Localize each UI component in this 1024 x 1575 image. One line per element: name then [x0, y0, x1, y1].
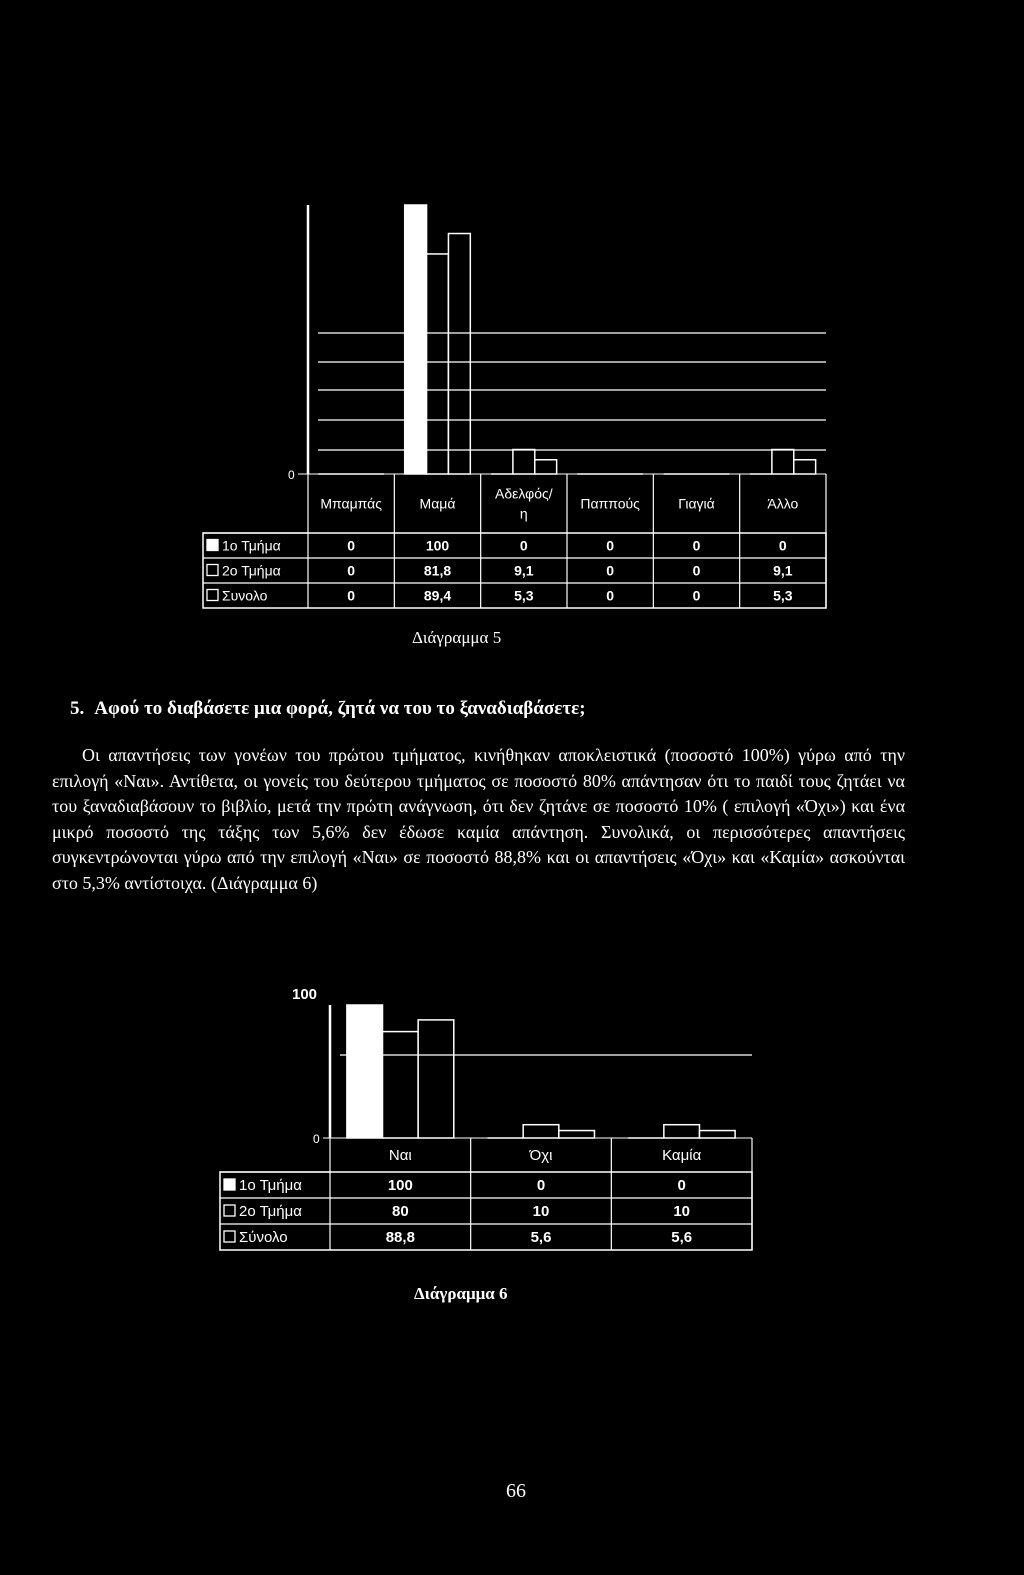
cell-1-2: 100	[425, 537, 450, 554]
cell-3-3: 5,3	[514, 587, 534, 604]
cell-3-2: 5,6	[530, 1229, 552, 1246]
paragraph-text: Οι απαντήσεις των γονέων του πρώτου τμήματος, κινήθηκαν αποκλειστικά (ποσοστό 100%) γύρω από την επιλογή «Ναι». Αντίθετα, οι γονείς του δεύτερου τμήματος σε ποσοστό 80% απάντησαν ότι το παιδί τους ζητάει να του ξαναδιαβάσουν το βιβλίο, μετά την πρώτη ανάγνωση, ότι δεν ζητάνε σε ποσοστό 10% ( επιλογή «Όχι») και ένα μικρό ποσοστό της τάξης των 5,6% δεν έδωσε καμία απάντηση. Συνολικά, οι περισσότερες απαντήσεις συγκεντρώνονται γύρω από την επιλογή «Ναι» σε ποσοστό 88,8% και οι απαντήσεις «Όχι» και «Καμία» ασκούνται στο 5,3% αντίστοιχα. (Διάγραμμα 6)	[52, 745, 905, 893]
bar-3-2	[559, 1131, 595, 1138]
series-label-3: Σύνολο	[239, 1229, 288, 1246]
category-label-6: Άλλο	[767, 495, 799, 512]
diagram-6-caption: Διάγραμμα 6	[414, 1284, 508, 1303]
series-label-2: 2ο Τμήμα	[222, 562, 281, 579]
cell-1-2: 0	[536, 1177, 546, 1194]
cell-2-1: 0	[347, 562, 356, 579]
bar-2-1	[383, 1032, 419, 1138]
cell-3-2: 89,4	[423, 587, 452, 604]
bar-3-3	[699, 1131, 735, 1138]
cell-2-6: 9,1	[773, 562, 793, 579]
category-label-1: Ναι	[388, 1147, 412, 1164]
cell-3-5: 0	[692, 587, 701, 604]
bar-2-3	[664, 1125, 700, 1138]
category-label-2: Μαμά	[419, 495, 456, 512]
cell-3-1: 0	[347, 587, 356, 604]
cell-2-3: 10	[673, 1203, 691, 1220]
cell-3-1: 88,8	[385, 1229, 415, 1246]
category-label-1: Μπαμπάς	[320, 495, 382, 512]
cell-2-1: 80	[391, 1203, 409, 1220]
y-axis-top-label: 100	[292, 986, 318, 1003]
series-label-3: Συνολο	[222, 587, 268, 604]
page-number: 66	[506, 1480, 526, 1502]
y-axis-tick-0: 0	[288, 468, 295, 482]
category-label-2: Όχι	[529, 1147, 553, 1164]
cell-3-4: 0	[606, 587, 615, 604]
series-label-1: 1ο Τμήμα	[222, 537, 281, 554]
category-label-5: Γιαγιά	[678, 495, 715, 512]
question-heading	[70, 698, 586, 720]
question-number: 5.	[70, 698, 85, 719]
question-text: Αφού το διαβάσετε μια φορά, ζητά να του το ξαναδιαβάσετε;	[94, 698, 586, 719]
cell-2-2: 10	[532, 1203, 550, 1220]
cell-2-4: 0	[606, 562, 615, 579]
bar-3-1	[418, 1020, 454, 1138]
series-label-1: 1ο Τμήμα	[239, 1177, 302, 1194]
cell-3-6: 5,3	[773, 587, 793, 604]
diagram-5-caption-text: Διάγραμμα 5	[412, 628, 502, 647]
cell-1-1: 100	[387, 1177, 413, 1194]
legend-marker-2	[224, 1205, 235, 1216]
cell-1-5: 0	[692, 537, 701, 554]
legend-marker-1	[224, 1179, 235, 1190]
category-label-4: Παππούς	[580, 495, 640, 512]
category-label-3-line-1: Αδελφός/	[495, 485, 553, 502]
cell-1-4: 0	[606, 537, 615, 554]
cell-1-1: 0	[347, 537, 356, 554]
category-label-3: Καμία	[662, 1147, 702, 1164]
cell-2-3: 9,1	[514, 562, 534, 579]
cell-1-3: 0	[519, 537, 528, 554]
legend-marker-3	[224, 1231, 235, 1242]
cell-2-5: 0	[692, 562, 701, 579]
series-label-2: 2ο Τμήμα	[239, 1203, 302, 1220]
bar-1-1	[347, 1005, 383, 1138]
cell-1-3: 0	[677, 1177, 686, 1194]
body-paragraph	[52, 743, 905, 896]
cell-2-2: 81,8	[423, 562, 452, 579]
cell-1-6: 0	[778, 537, 787, 554]
y-axis-tick-0: 0	[313, 1132, 320, 1146]
category-label-3-line-2: η	[519, 505, 528, 522]
cell-3-3: 5,6	[671, 1229, 693, 1246]
bar-2-2	[523, 1125, 559, 1138]
